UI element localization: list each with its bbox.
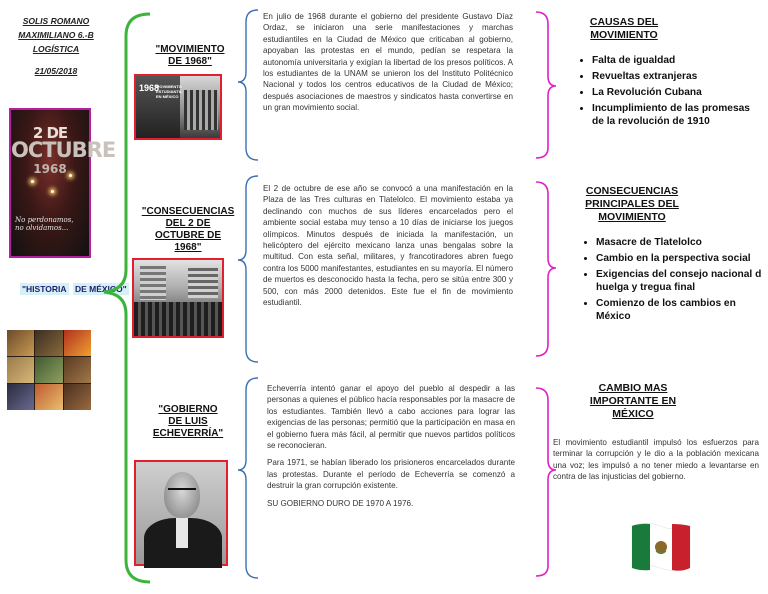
flag-red-band (672, 524, 690, 571)
section-title-line: "GOBIERNO (158, 404, 218, 415)
section-title-movimiento (140, 44, 240, 68)
poster-line-3: 1968 (33, 162, 67, 176)
photo-crowd (184, 90, 218, 130)
section-title-line: DE 1968" (168, 56, 212, 67)
change-title-line: CAMBIO MAS (598, 382, 668, 394)
photo-caption-line: MOVIMIENTO (156, 84, 182, 89)
blue-brace-3 (238, 378, 258, 578)
poster-quote-2: no olvidamos... (15, 224, 69, 232)
poster-line-2: OCTUBRE (11, 138, 116, 162)
section-title-gobierno (138, 404, 238, 440)
section-title-line: "CONSECUENCIAS (141, 206, 235, 217)
consequences-title-line: MOVIMIENTO (598, 211, 666, 223)
magenta-brace-1 (536, 12, 556, 158)
causes-item: • Revueltas extranjeras (592, 70, 760, 83)
section-title-consecuencias (138, 206, 238, 254)
consequences-list (578, 236, 768, 326)
gobierno-paragraph-1: Echeverría intentó ganar el apoyo del pueblo al despedir a las personas a quienes el público hacía responsables por la masacre de los estudiantes. También llevó a cabo acciones para lograr las exigencias de las personas; permitió que la participación en masa en el gobierno fuera más fácil, al permitir que nuevos partidos políticos se reconocieran. (267, 384, 515, 451)
portrait-glasses (168, 488, 196, 496)
change-text: El movimiento estudiantil impulsó los esfuerzos para terminar la corrupción y le dio a la población mexicana una voz; les impulsó a no tener miedo a levantarse en contra de las injusticias del gobierno. (553, 438, 759, 482)
photo-building (140, 266, 166, 300)
consequences-item: • Exigencias del consejo nacional d huelga y tregua final (596, 268, 768, 294)
photo-tlatelolco (132, 258, 224, 338)
consequences-title-line: CONSECUENCIAS (585, 185, 679, 197)
change-title (578, 382, 688, 421)
main-topic-line-2: DE MÉXICO" (74, 284, 127, 294)
section-text-movimiento: En julio de 1968 durante el gobierno del presidente Gustavo Díaz Ordaz, se iniciaron una serie manifestaciones y marchas estudiantiles en la Ciudad de México que criticaban al gobierno, apoyaban las protestas en el mundo, pedían se respetara la autonomía universitaria y exigían la libertad de los presos políticos. A los estudiantes de la UNAM se unieron los del Instituto Politécnico Nacional y todos los centros educativos de la Ciudad de México; después asociaciones de maestros y sindicatos hasta convertirse en un gran movimiento social. (263, 12, 513, 113)
date-label: 21/05/2018 (34, 66, 78, 76)
section-title-line: "MOVIMIENTO (155, 44, 225, 55)
causes-title-line: CAUSAS DEL (589, 16, 659, 28)
subject-label: LOGÍSTICA (32, 44, 80, 54)
photo-subcaption (156, 84, 182, 99)
main-topic-line-1: "HISTORIA (22, 284, 67, 294)
portrait-shirt (176, 518, 188, 548)
consequences-title-line: PRINCIPALES DEL (585, 198, 679, 210)
author-group: MAXIMILIANO 6.-B (18, 30, 94, 40)
consequences-item: • Comienzo de los cambios en México (596, 297, 768, 323)
photo-movimiento-1968 (134, 74, 222, 140)
causes-item: • La Revolución Cubana (592, 86, 760, 99)
section-text-consecuencias: El 2 de octubre de ese año se convocó a una manifestación en la Plaza de las Tres culturas en Tlatelolco. El movimiento estaba ya declinando con muchos de sus líderes encarcelados pero el ambiente social estaba muy tenso a 10 días de iniciarse los juegos olímpicos. Minutos después de iniciada la manifestación, un helicóptero del ejército mexicano lanza unas bengalas sobre la multitud. Con esta señal, militares, y francotiradores abren fuego contra los 5000 manifestantes, estudiantes en su mayoría. El número de muertos es desconocido hasta la fecha, pero se sitúa entre 300 y 500, con más 2000 detenidos. Este fue el fin de movimiento estudiantil. (263, 184, 513, 308)
blue-brace-2 (238, 176, 258, 362)
consequences-item: • Cambio en la perspectiva social (596, 252, 768, 265)
photo-building (188, 268, 218, 298)
section-title-line: OCTUBRE DE (154, 230, 222, 241)
consequences-title (570, 185, 694, 224)
gobierno-paragraph-3: SU GOBIERNO DURO DE 1970 A 1976. (267, 498, 414, 508)
photo-luis-echeverria (134, 460, 228, 566)
causes-title-line: MOVIMIENTO (590, 29, 658, 41)
causes-item: • Incumplimiento de las promesas de la revolución de 1910 (592, 102, 760, 128)
poster-line-1: 2 DE (32, 124, 68, 142)
flag-green-band (632, 524, 650, 571)
section-title-line: ECHEVERRÍA" (152, 428, 224, 439)
author-name: SOLIS ROMANO (22, 16, 90, 26)
causes-list (574, 54, 760, 131)
change-title-line: MÉXICO (612, 408, 654, 420)
photo-caption-line: EN MÉXICO (156, 94, 179, 99)
photo-caption-line: 1968 (139, 83, 160, 93)
photo-caption-line: ESTUDIANTIL (156, 89, 183, 94)
mexico-flag-image (630, 518, 692, 576)
photo-crowd (134, 302, 222, 336)
section-text-gobierno (267, 383, 515, 515)
causes-title (572, 16, 676, 42)
magenta-brace-2 (536, 182, 556, 356)
consequences-item: • Masacre de Tlatelolco (596, 236, 768, 249)
causes-item: • Falta de igualdad (592, 54, 760, 67)
poster-quote-1: No perdonamos, (15, 216, 74, 224)
section-title-line: DEL 2 DE (165, 218, 211, 229)
gobierno-paragraph-2: Para 1971, se habían liberado los prisioneros encarcelados durante las protestas. Durante el período de Echeverría se comenzó a destruir la gran corrupción existente. (267, 458, 515, 491)
section-title-line: 1968" (174, 242, 202, 253)
blue-brace-1 (238, 10, 258, 160)
section-title-line: DE LUIS (168, 416, 208, 427)
change-title-line: IMPORTANTE EN (589, 395, 677, 407)
